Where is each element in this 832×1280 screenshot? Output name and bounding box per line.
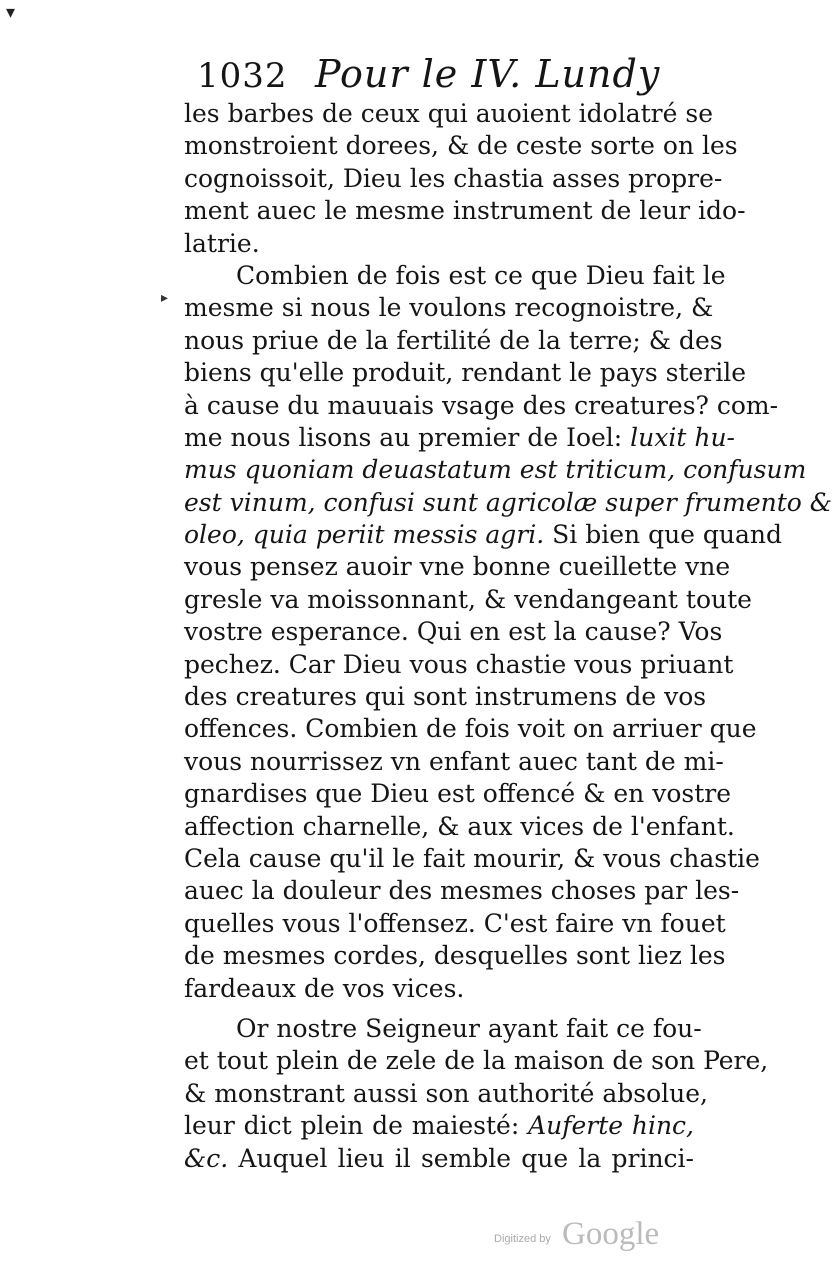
text-line: vostre esperance. Qui en est la cause? Vos bbox=[184, 617, 723, 647]
text-line: latrie. bbox=[184, 228, 260, 258]
latin-quote: &c. bbox=[184, 1143, 229, 1173]
latin-quote: mus quoniam deuastatum est triticum, confusum bbox=[184, 455, 807, 485]
text-line: auec la douleur des mesmes choses par les- bbox=[184, 876, 740, 906]
text-line: & monstrant aussi son authorité absolue, bbox=[184, 1078, 708, 1108]
latin-quote: luxit hu- bbox=[630, 422, 735, 452]
text-line: Cela cause qu'il le fait mourir, & vous chastie bbox=[184, 843, 760, 873]
text-line bbox=[184, 1143, 694, 1175]
text-line: quelles vous l'offensez. C'est faire vn fouet bbox=[184, 908, 726, 938]
text-segment: Si bien que quand bbox=[544, 520, 783, 550]
text-line: et tout plein de zele de la maison de son Pere, bbox=[184, 1046, 769, 1076]
text-line: ment auec le mesme instrument de leur ido- bbox=[184, 196, 746, 226]
latin-quote: oleo, quia periit messis agri. bbox=[184, 520, 545, 550]
text-line: vous pensez auoir vne bonne cueillette vne bbox=[184, 552, 731, 582]
margin-mark: ▸ bbox=[161, 290, 169, 306]
text-line bbox=[184, 519, 783, 551]
text-line: affection charnelle, & aux vices de l'enfant. bbox=[184, 811, 735, 841]
text-line bbox=[184, 1110, 694, 1142]
text-line: fardeaux de vos vices. bbox=[184, 973, 465, 1003]
text-line: cognoissoit, Dieu les chastia asses propre- bbox=[184, 163, 723, 193]
running-title: Pour le IV. Lundy bbox=[315, 52, 661, 96]
text-segment: Auquel lieu il semble que la princi- bbox=[228, 1143, 694, 1173]
text-line: monstroient dorees, & de ceste sorte on les bbox=[184, 131, 738, 161]
page-number: 1032 bbox=[197, 56, 288, 96]
text-line: des creatures qui sont instrumens de vos bbox=[184, 682, 707, 712]
body-text bbox=[184, 98, 832, 1175]
text-line: gnardises que Dieu est offencé & en vostre bbox=[184, 779, 731, 809]
text-segment: leur dict plein de maiesté: bbox=[184, 1111, 529, 1141]
google-logo: Google bbox=[562, 1216, 660, 1252]
text-line: à cause du mauuais vsage des creatures? com- bbox=[184, 390, 779, 420]
text-line: offences. Combien de fois voit on arriuer que bbox=[184, 714, 757, 744]
text-line: nous priue de la fertilité de la terre; & des bbox=[184, 325, 723, 355]
text-line: Or nostre Seigneur ayant fait ce fou- bbox=[236, 1013, 702, 1043]
text-line: mesme si nous le voulons recognoistre, & bbox=[184, 293, 714, 323]
latin-quote: Auferte hinc, bbox=[528, 1111, 694, 1141]
text-line: les barbes de ceux qui auoient idolatré se bbox=[184, 99, 713, 128]
corner-mark: ▾ bbox=[6, 2, 16, 23]
text-line: Combien de fois est ce que Dieu fait le bbox=[236, 260, 726, 290]
watermark-caption: Digitized by bbox=[494, 1233, 551, 1245]
text-line: gresle va moissonnant, & vendangeant toute bbox=[184, 584, 752, 614]
text-line: pechez. Car Dieu vous chastie vous priuant bbox=[184, 649, 734, 679]
text-line: biens qu'elle produit, rendant le pays sterile bbox=[184, 358, 747, 388]
latin-quote: est vinum, confusi sunt agricolæ super frumento & bbox=[184, 487, 832, 517]
text-segment: me nous lisons au premier de Ioel: bbox=[184, 422, 631, 452]
text-line: vous nourrissez vn enfant auec tant de mi- bbox=[184, 746, 724, 776]
text-line bbox=[184, 422, 735, 454]
text-line: de mesmes cordes, desquelles sont liez les bbox=[184, 941, 726, 971]
